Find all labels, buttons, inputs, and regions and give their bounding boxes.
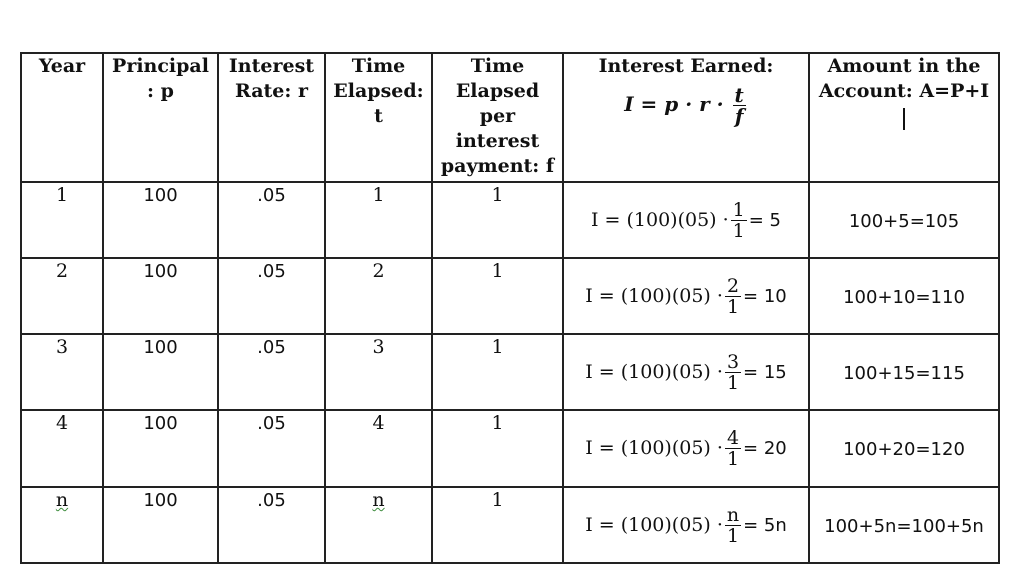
cell-principal: 100 (103, 334, 218, 410)
cell-time: 3 (325, 334, 432, 410)
cell-per-payment: 1 (432, 410, 563, 487)
formula-fraction: $\frac{2}{1}$ (726, 274, 740, 318)
table-row (21, 258, 999, 334)
cell-amount: 100+10=110 (809, 258, 999, 334)
table-row (21, 410, 999, 487)
text-cursor (903, 108, 905, 130)
header-interest-earned: Interest Earned: I = p · r · $\frac{t}{f}$ (563, 53, 809, 182)
cell-time: n (325, 487, 432, 563)
header-amount: Amount in the Account: A=P+I (809, 53, 999, 182)
header-year: Year (21, 53, 103, 182)
table-row (21, 182, 999, 258)
header-principal: Principal : p (103, 53, 218, 182)
cell-amount: 100+15=115 (809, 334, 999, 410)
formula-fraction: $\frac{t}{f}$ (734, 83, 744, 128)
table-row (21, 334, 999, 410)
interest-table (20, 52, 1000, 564)
interest-formula: I = p · r · $\frac{t}{f}$ (624, 83, 744, 128)
cell-interest-formula: I = (100)(05) · $\frac{n}{1}$ = 5n (563, 487, 809, 563)
cell-year: 4 (21, 410, 103, 487)
cell-rate: .05 (218, 258, 325, 334)
header-time-per-payment: Time Elapsed per interest payment: f (432, 53, 563, 182)
cell-rate: .05 (218, 487, 325, 563)
cell-rate: .05 (218, 182, 325, 258)
cell-year: 2 (21, 258, 103, 334)
cell-year: n (21, 487, 103, 563)
cell-year: 3 (21, 334, 103, 410)
cell-year: 1 (21, 182, 103, 258)
cell-principal: 100 (103, 182, 218, 258)
cell-interest-formula: I = (100)(05) · $\frac{2}{1}$ = 10 (563, 258, 809, 334)
formula-fraction: $\frac{4}{1}$ (726, 426, 740, 470)
cell-per-payment: 1 (432, 334, 563, 410)
table-row (21, 487, 999, 563)
formula-fraction: $\frac{n}{1}$ (726, 503, 740, 547)
cell-principal: 100 (103, 258, 218, 334)
cell-per-payment: 1 (432, 487, 563, 563)
cell-amount: 100+5=105 (809, 182, 999, 258)
cell-amount: 100+20=120 (809, 410, 999, 487)
cell-principal: 100 (103, 410, 218, 487)
cell-rate: .05 (218, 334, 325, 410)
formula-fraction: $\frac{1}{1}$ (732, 198, 745, 242)
cell-principal: 100 (103, 487, 218, 563)
cell-rate: .05 (218, 410, 325, 487)
cell-per-payment: 1 (432, 182, 563, 258)
header-interest-rate: Interest Rate: r (218, 53, 325, 182)
cell-interest-formula: I = (100)(05) · $\frac{1}{1}$ = 5 (563, 182, 809, 258)
formula-fraction: $\frac{3}{1}$ (726, 350, 740, 394)
cell-time: 2 (325, 258, 432, 334)
cell-amount: 100+5n=100+5n (809, 487, 999, 563)
cell-per-payment: 1 (432, 258, 563, 334)
header-time-elapsed: Time Elapsed: t (325, 53, 432, 182)
cell-time: 1 (325, 182, 432, 258)
header-row (21, 53, 999, 182)
cell-interest-formula: I = (100)(05) · $\frac{4}{1}$ = 20 (563, 410, 809, 487)
cell-time: 4 (325, 410, 432, 487)
cell-interest-formula: I = (100)(05) · $\frac{3}{1}$ = 15 (563, 334, 809, 410)
